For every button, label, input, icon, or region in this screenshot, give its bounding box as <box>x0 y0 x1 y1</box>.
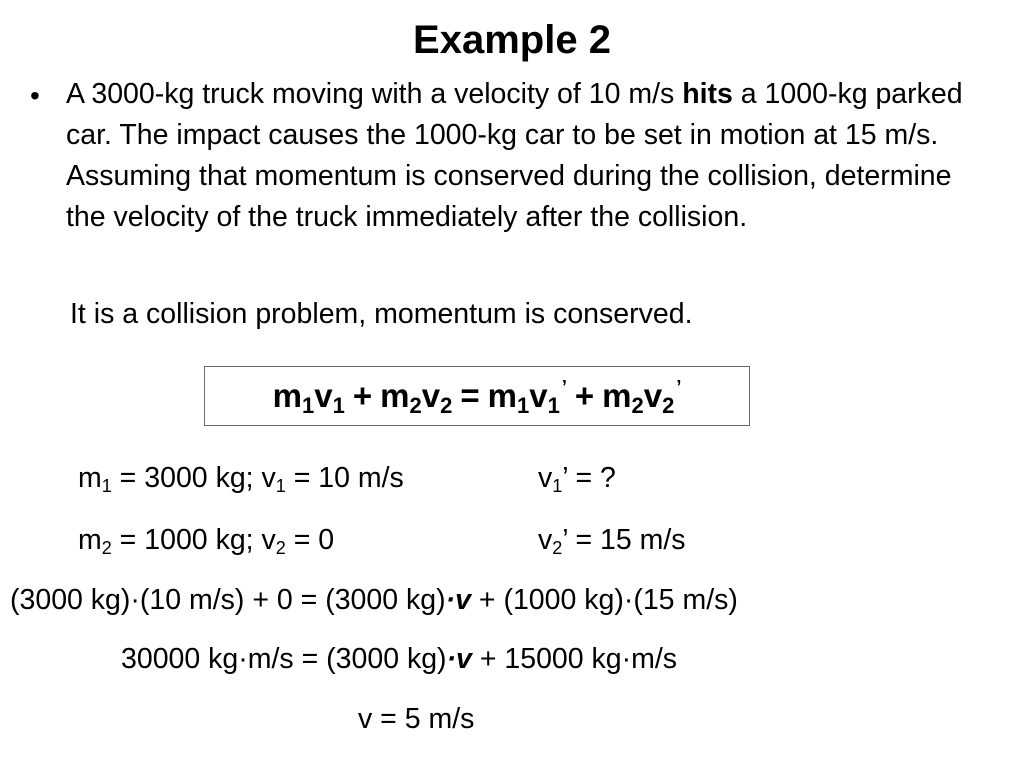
equation-plus-2: + <box>574 377 595 414</box>
collision-note: It is a collision problem, momentum is conserved. <box>70 298 693 330</box>
equation-m2: $m_2$ <box>380 377 422 418</box>
substitution-step: (3000 kg)·(10 m/s) + 0 = (3000 kg)·v + (1000 kg)·(15 m/s) <box>10 584 738 616</box>
problem-text-part2: a 1000-kg parked car. The impact causes the 1000-kg car to be set in motion at 15 m/s. Assuming that momentum is conserved during the collision, determine the velocity of the truck immediately after the collision. <box>66 78 963 233</box>
equation-v1-after: $v_1^’$ <box>529 377 567 418</box>
equation-plus-1: + <box>352 377 373 414</box>
equation-equals: = <box>460 377 480 414</box>
final-answer: v = 5 m/s <box>358 703 475 735</box>
equation-m1: $m_1$ <box>272 377 315 418</box>
problem-text-bold: hits <box>682 78 733 110</box>
bullet-dot-icon: • <box>30 80 40 111</box>
given-v2-prime: $v_2$’ = 15 m/s <box>538 524 686 558</box>
equation-v1: $v_1$ <box>314 377 345 418</box>
equation-m1-after: $m_1$ <box>487 377 530 418</box>
problem-statement <box>66 74 986 238</box>
equation-v2: $v_2$ <box>421 377 453 418</box>
equation-m2-after: $m_2$ <box>602 377 644 418</box>
equation-v2-after: $v_2^’$ <box>643 377 682 418</box>
simplification-step: 30000 kg·m/s = (3000 kg)·v + 15000 kg·m/s <box>121 643 678 675</box>
problem-text-part1: A 3000-kg truck moving with a velocity of 10 m/s <box>66 78 683 110</box>
slide-title: Example 2 <box>413 18 611 62</box>
given-m1-v1: $m_1 = 3000$ kg; $v_1 = 10$ m/s <box>78 462 404 496</box>
unknown-v1-prime: $v_1$’ = ? <box>538 462 616 496</box>
given-m2-v2: $m_2 = 1000$ kg; $v_2 = 0$ <box>78 524 335 558</box>
momentum-equation-box <box>204 366 750 426</box>
